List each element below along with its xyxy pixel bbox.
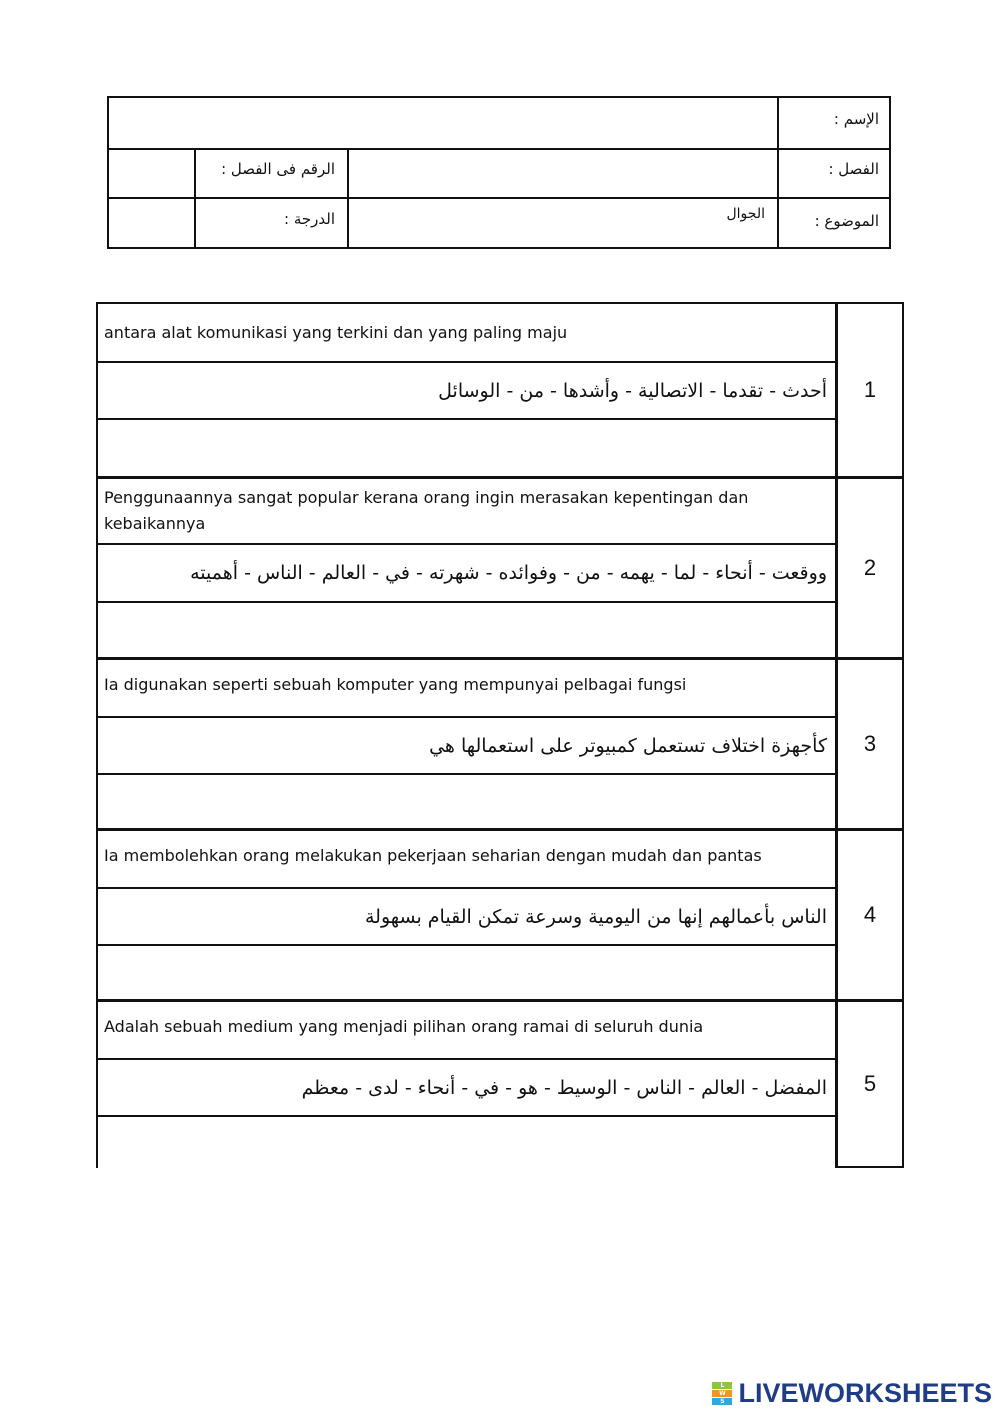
answer-field[interactable] (98, 773, 835, 831)
student-info-table (107, 96, 891, 249)
arabic-words-cell (98, 716, 835, 773)
malay-prompt: Adalah sebuah medium yang menjadi pilihan orang ramai di seluruh dunia (104, 1017, 704, 1036)
malay-prompt-cell (98, 831, 835, 887)
arabic-scrambled-words: أحدث - تقدما - الاتصالية - وأشدها - من - الوسائل (438, 379, 827, 402)
exercise-table (96, 302, 904, 1168)
arabic-words-cell (98, 887, 835, 944)
watermark-text: LIVEWORKSHEETS (738, 1377, 992, 1408)
question-number: 5 (835, 1002, 902, 1166)
class-field[interactable] (349, 150, 775, 195)
question-row (98, 476, 902, 657)
arabic-scrambled-words: كأجهزة اختلاف تستعمل كمبيوتر على استعمالها هي (429, 734, 827, 757)
question-row (98, 304, 902, 476)
arabic-words-cell (98, 361, 835, 418)
question-number: 1 (835, 304, 902, 476)
answer-field[interactable] (98, 418, 835, 476)
question-row (98, 657, 902, 828)
logo-letter: W (712, 1390, 732, 1397)
question-number: 3 (835, 660, 902, 828)
malay-prompt: Penggunaannya sangat popular kerana orang ingin merasakan kepentingan dan kebaikannya (104, 488, 749, 533)
question-row (98, 828, 902, 999)
arabic-words-cell (98, 543, 835, 601)
topic-label: الموضوع : (814, 212, 879, 230)
grade-label: الدرجة : (284, 210, 335, 228)
grade-field[interactable] (111, 199, 192, 247)
topic-value: الجوال (726, 206, 765, 222)
malay-prompt-cell (98, 660, 835, 716)
arabic-words-cell (98, 1058, 835, 1115)
divider (109, 197, 889, 199)
arabic-scrambled-words: المفضل - العالم - الناس - الوسيط - هو - في - أنحاء - لدى - معظم (301, 1076, 827, 1099)
class-label: الفصل : (828, 160, 879, 178)
question-row (98, 999, 902, 1166)
malay-prompt: antara alat komunikasi yang terkini dan yang paling maju (104, 323, 568, 342)
class-number-label: الرقم فى الفصل : (221, 160, 335, 178)
name-label: الإسم : (833, 110, 879, 128)
name-field[interactable] (111, 100, 775, 146)
liveworksheets-watermark (712, 1378, 992, 1408)
malay-prompt-cell (98, 304, 835, 361)
question-number: 4 (835, 831, 902, 999)
answer-field[interactable] (98, 944, 835, 1002)
malay-prompt: Ia digunakan seperti sebuah komputer yang mempunyai pelbagai fungsi (104, 675, 687, 694)
liveworksheets-logo-icon (712, 1382, 732, 1405)
logo-letter: S (712, 1398, 732, 1405)
answer-field[interactable] (98, 601, 835, 660)
answer-field[interactable] (98, 1115, 835, 1169)
malay-prompt-cell (98, 479, 835, 543)
arabic-scrambled-words: الناس بأعمالهم إنها من اليومية وسرعة تمكن القيام بسهولة (364, 905, 827, 928)
arabic-scrambled-words: ووقعت - أنحاء - لما - يهمه - من - وفوائده - شهرته - في - العالم - الناس - أهميته (190, 562, 827, 584)
question-number: 2 (835, 479, 902, 657)
class-number-field[interactable] (111, 150, 192, 195)
malay-prompt: Ia membolehkan orang melakukan pekerjaan seharian dengan mudah dan pantas (104, 846, 762, 865)
logo-letter: L (712, 1382, 732, 1389)
malay-prompt-cell (98, 1002, 835, 1058)
